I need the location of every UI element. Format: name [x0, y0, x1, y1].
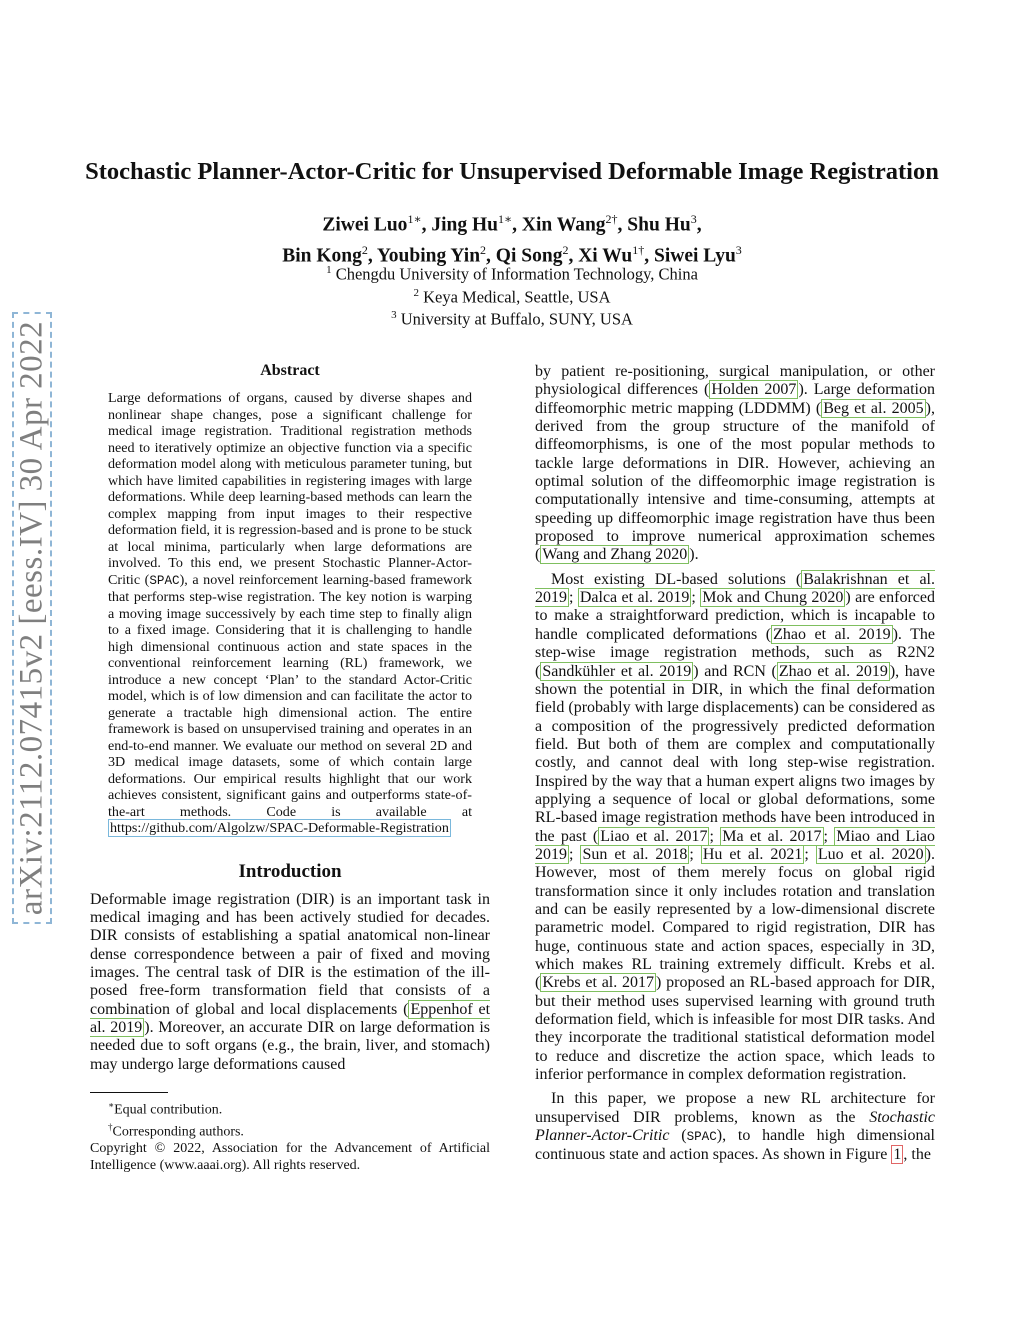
citation-link[interactable]: Balakrishnan et al. 2019	[535, 570, 936, 607]
author-name: Xi Wu	[578, 245, 633, 266]
footnote-divider	[90, 1092, 168, 1093]
abstract-text: Large deformations of organs, caused by diverse shapes and nonlinear shape changes, pose a significant challenge for medical image registration. Traditional registration methods need to iteratively optimize an objective function via a specific deformation model along with meticulous parameter tuning, but which have limited capabilities in registering images with large deformations. While deep learning-based methods can learn the complex mapping from input images to their respective deformation field, it is regression-based and is prone to be stuck at local minima, particularly when large deformations are involved. To this end, we present Stochastic Planner-Actor-Critic (SPAC), a novel reinforcement learning-based framework that performs step-wise registration. The key notion is warping a moving image successively by each time step to finally align to a fixed image. Considering that it is challenging to handle high dimensional continuous action and state spaces in the conventional reinforcement learning (RL) framework, we introduce a new concept ‘Plan’ to the standard Actor-Critic model, which is of low dimension and can facilitate the actor to generate a tractable high dimensional action. The entire framework is based on unsupervised training and operates in an end-to-end manner. We evaluate our method on several 2D and 3D medical image datasets, some of which contain large deformations. Our empirical results highlight that our work achieves consistent, significant gains and outperforms state-of-the-art methods. Code is available at https://github.com/Algolzw/SPAC-Deformable-Registration	[108, 390, 472, 836]
figure-reference-link[interactable]: 1	[893, 1146, 902, 1164]
author-line-1: Ziwei Luo$^{1∗}$, Jing $Hu^{1∗}$, Xin Wang$^{2\dagger}$, Shu Hu$^3$,	[322, 212, 702, 236]
author-name: Youbing Yin	[376, 245, 481, 266]
arxiv-identifier: arXiv:2112.07415v2 [eess.IV] 30 Apr 2022	[13, 320, 50, 916]
citation-link[interactable]: Wang and Zhang 2020	[542, 546, 688, 564]
affiliations	[0, 261, 1024, 329]
footnote-equal: ∗Equal contribution.	[108, 1099, 223, 1118]
body-paragraph: by patient re-positioning, surgical manipulation, or other physiological differences ( Holden 2007 ). Large deformation diffeomorphic metric mapping (LDDMM) ( Beg et al. 2005 ), derived from the group structure of the manifold of diffeomorphisms, is one of the most popular methods to tackle large deformations in DIR. However, achieving an optimal solution of the diffeomorphic image registration is computationally intensive and time-consuming, attempts at speeding up diffeomorphic image registration have thus been proposed to improve numerical approximation schemes ( Wang and Zhang 2020 ).	[535, 363, 935, 564]
author-name: Siwei Lyu	[653, 245, 736, 266]
citation-link[interactable]: Holden 2007	[711, 381, 797, 399]
citation-link[interactable]: Zhao et al. 2019	[773, 625, 891, 643]
affiliation: $^3$ University at Buffalo, SUNY, USA	[391, 309, 633, 329]
author-line-2: Bin Kong$^2$, Youbing Yin$^2$, Qi Song$^2$, Xi $Wu^{1\dagger}$, Siwei Lyu$^3$	[282, 242, 742, 266]
left-column	[90, 362, 490, 1174]
author-name: Xin Wang	[521, 214, 606, 236]
citation-link[interactable]: Liao et al. 2017	[600, 827, 708, 845]
citation-link[interactable]: Krebs et al. 2017	[542, 974, 655, 992]
citation-link[interactable]: Miao and Liao 2019	[535, 827, 935, 863]
citation-link[interactable]: Dalca et al. 2019	[579, 589, 690, 607]
citation-link[interactable]: Zhao et al. 2019	[778, 662, 888, 680]
code-url-link[interactable]: https://github.com/Algolzw/SPAC-Deformable-Registration	[110, 820, 449, 836]
citation-link[interactable]: Luo et al. 2020	[817, 845, 924, 863]
citation-link[interactable]: Hu et al. 2021	[702, 845, 803, 863]
author-name: Jing Hu	[431, 214, 498, 236]
affiliation: $^1$ Chengdu University of Information Technology, China	[326, 264, 698, 284]
author-name: Ziwei Luo	[322, 214, 408, 236]
affiliation: $^2$ Keya Medical, Seattle, USA	[413, 286, 611, 306]
introduction-heading: Introduction	[238, 860, 342, 882]
arxiv-stamp[interactable]	[12, 312, 52, 924]
author-name: Shu Hu	[627, 214, 691, 236]
body-paragraph: In this paper, we propose a new RL architecture for unsupervised DIR problems, known as the Stochastic Planner-Actor-Critic (SPAC), to handle high dimensional continuous state and action spaces. As shown in Figure 1 , the	[535, 1090, 935, 1164]
paper-title: Stochastic Planner-Actor-Critic for Unsupervised Deformable Image Registration	[85, 158, 939, 185]
citation-link[interactable]: Mok and Chung 2020	[702, 589, 844, 607]
author-name: Qi Song	[495, 245, 563, 266]
citation-link[interactable]: Sun et al. 2018	[582, 845, 688, 863]
author-name: Bin Kong	[282, 245, 362, 266]
author-list	[0, 207, 1024, 268]
copyright-notice: Copyright © 2022, Association for the Advancement of Artificial Intelligence (www.aaai.org). All rights reserved.	[90, 1141, 490, 1174]
body-paragraph: Most existing DL-based solutions ( Balakrishnan et al. 2019 ; Dalca et al. 2019 ; Mok and Chung 2020 ) are enforced to make a straightforward prediction, which is incapable to handle complicated deformations ( Zhao et al. 2019 ). The step-wise image registration methods, such as R2N2 ( Sandkühler et al. 2019 ) and RCN ( Zhao et al. 2019 ), have shown the potential in DIR, in which the final deformation field (probably with large displacements) can be considered as a composition of the progressively predicted deformation field. But both of them are complex and computationally costly, and cannot deal with long step-wise registration. Inspired by the way that a human expert aligns two images by applying a sequence of local or global deformations, some RL-based image registration methods have been introduced in the past ( Liao et al. 2017 ; Ma et al. 2017 ; Miao and Liao 2019 ; Sun et al. 2018 ; Hu et al. 2021 ; Luo et al. 2020 ). However, most of them merely focus on global rigid transformation since it only includes rotation and translation and can be easily represented by a low-dimensional discrete parametric model. Compared to rigid registration, DIR has huge, continuous state and action spaces, especially in 3D, which makes RL training extremely difficult. Krebs et al. ( Krebs et al. 2017 ) proposed an RL-based approach for DIR, but their method uses supervised learning with ground truth deformation field, which is infeasible for most DIR tasks. And they incorporate the traditional statistical deformation model to reduce and discretize the action space, which leads to inferior performance in complex deformation registration.	[535, 570, 936, 1084]
right-column	[535, 363, 935, 1165]
citation-link[interactable]: Eppenhof et al. 2019	[90, 1000, 491, 1036]
citation-link[interactable]: Beg et al. 2005	[823, 399, 924, 417]
citation-link[interactable]: Sandkühler et al. 2019	[542, 662, 692, 680]
abstract-heading: Abstract	[260, 362, 320, 379]
intro-paragraph: Deformable image registration (DIR) is an important task in medical imaging and has been actively studied for decades. DIR consists of establishing a spatial anatomical non-linear dense correspondence between a pair of fixed and moving images. The central task of DIR is the estimation of the ill-posed free-form transformation field that consists of a combination of global and local displacements ( Eppenhof et al. 2019 ). Moreover, an accurate DIR on large deformation is needed due to soft organs (e.g., the brain, liver, and stomach) may undergo large deformations caused	[90, 890, 491, 1073]
footnote-corresponding: †Corresponding authors.	[108, 1121, 244, 1140]
citation-link[interactable]: Ma et al. 2017	[722, 827, 822, 845]
